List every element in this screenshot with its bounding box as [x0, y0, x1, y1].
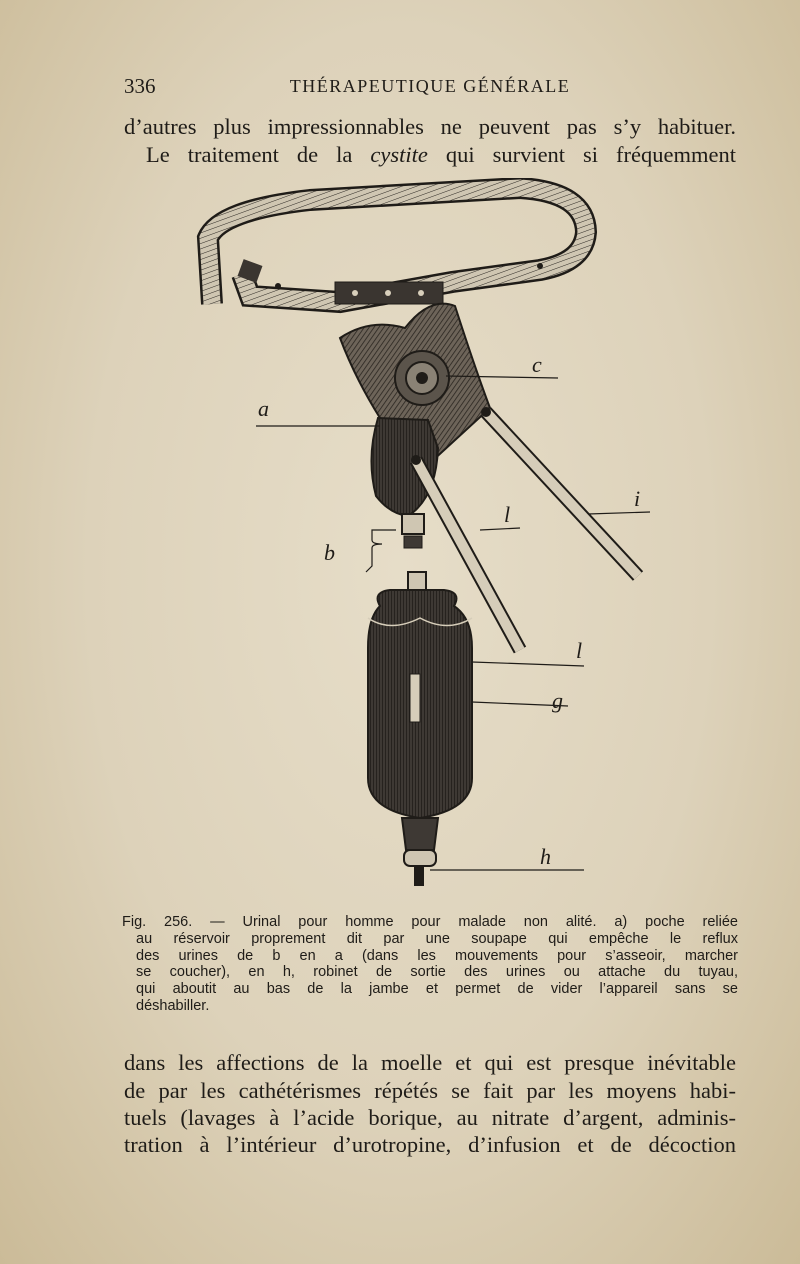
page-header: [124, 74, 736, 100]
urinal-engraving: [190, 178, 660, 890]
label-g: g: [552, 688, 563, 713]
text-run: qui survient si fréquemment: [427, 142, 736, 167]
running-title: THÉRAPEUTIQUE GÉNÉRALE: [289, 76, 571, 96]
reservoir: [368, 590, 472, 886]
label-l-inner: l: [504, 502, 511, 527]
caption-line: des urines de b en a (dans les mouvements pour s’asseoir, marcher: [136, 947, 738, 964]
text-run: Le traitement de la: [146, 142, 371, 167]
body-text-line: dans les affections de la moelle et qui est presque inévitable: [124, 1050, 736, 1075]
caption-line: se coucher), en h, robinet de sortie des urines ou attache du tuyau,: [136, 964, 738, 981]
figure-caption: [122, 914, 738, 1015]
caption-line: qui aboutit au bas de la jambe et permet de vider l’appareil sans se: [136, 981, 738, 998]
body-text-line: tration à l’intérieur d’urotropine, d’infusion et de décoction: [124, 1132, 736, 1157]
label-l-outer: l: [576, 638, 583, 663]
label-c: c: [532, 352, 542, 377]
body-text-line: [124, 142, 736, 168]
label-h: h: [540, 844, 551, 869]
label-b: b: [324, 540, 335, 565]
waist-belt: [208, 188, 586, 304]
caption-line: déshabiller.: [136, 997, 210, 1014]
label-a: a: [258, 396, 269, 421]
caption-line: au réservoir proprement dit par une soupape qui empêche le reflux: [136, 930, 738, 947]
caption-line: Fig. 256. — Urinal pour homme pour malade non alité. a) poche reliée: [122, 914, 738, 930]
urinal-illustration: [190, 178, 660, 890]
body-text-line: tuels (lavages à l’acide borique, au nitrate d’argent, adminis-: [124, 1105, 736, 1130]
italic-term: cystite: [370, 142, 428, 167]
page-number: 336: [124, 74, 156, 98]
label-i: i: [634, 486, 641, 511]
body-text-line: d’autres plus impressionnables ne peuvent pas s’y habituer.: [124, 114, 736, 139]
body-text-line: de par les cathétérismes répétés se fait par les moyens habi-: [124, 1078, 736, 1103]
